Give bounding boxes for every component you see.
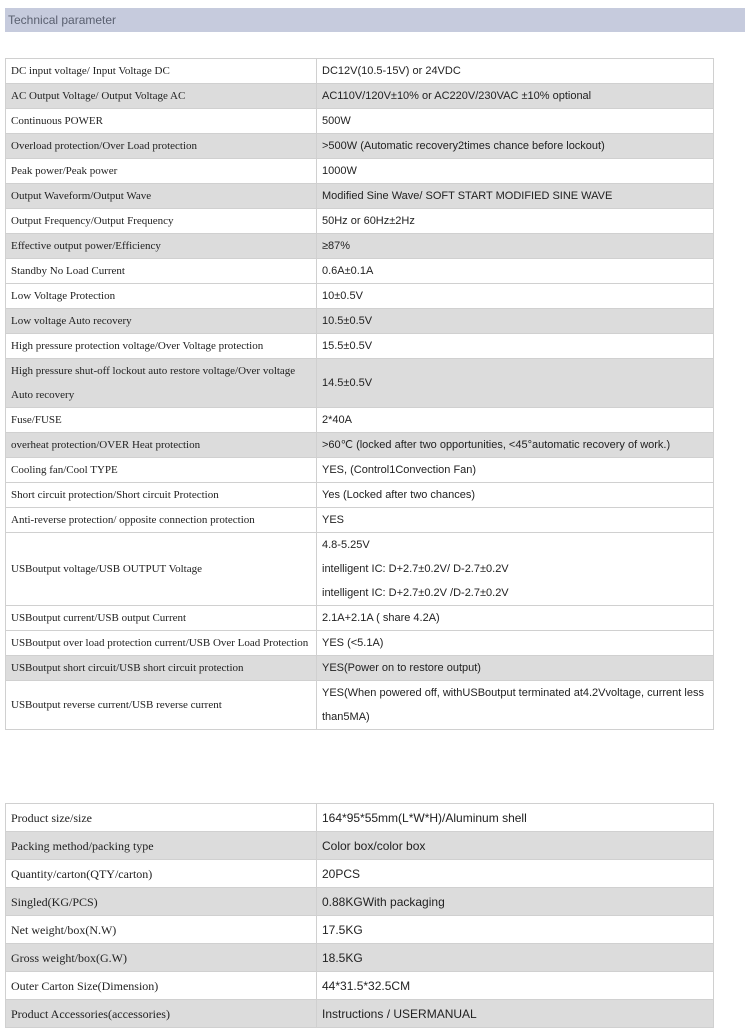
parameter-name: DC input voltage/ Input Voltage DC bbox=[6, 59, 317, 84]
parameter-name: High pressure shut-off lockout auto restore voltage/Over voltage Auto recovery bbox=[6, 359, 317, 408]
value-line: 2.1A+2.1A ( share 4.2A) bbox=[322, 612, 440, 624]
parameter-name: Effective output power/Efficiency bbox=[6, 234, 317, 259]
table-row bbox=[6, 458, 714, 483]
parameter-name: Quantity/carton(QTY/carton) bbox=[6, 860, 317, 888]
parameter-value bbox=[317, 832, 714, 860]
value-line: 1000W bbox=[322, 165, 357, 177]
value-line: 44*31.5*32.5CM bbox=[322, 978, 411, 993]
parameter-value bbox=[317, 804, 714, 832]
parameter-value bbox=[317, 59, 714, 84]
value-line: YES bbox=[322, 514, 345, 526]
table-row bbox=[6, 483, 714, 508]
parameter-name: Short circuit protection/Short circuit Protection bbox=[6, 483, 317, 508]
parameter-value bbox=[317, 284, 714, 309]
value-line: 50Hz or 60Hz±2Hz bbox=[322, 215, 415, 227]
value-line: 14.5±0.5V bbox=[322, 377, 373, 389]
parameter-value bbox=[317, 433, 714, 458]
value-line: 4.8-5.25V bbox=[322, 539, 370, 551]
parameter-value bbox=[317, 631, 714, 656]
parameter-name: Packing method/packing type bbox=[6, 832, 317, 860]
table-row bbox=[6, 259, 714, 284]
parameter-value bbox=[317, 1000, 714, 1028]
table-row bbox=[6, 631, 714, 656]
parameter-value bbox=[317, 259, 714, 284]
parameter-name: Standby No Load Current bbox=[6, 259, 317, 284]
value-line: Instructions / USERMANUAL bbox=[322, 1006, 477, 1021]
parameter-name: Singled(KG/PCS) bbox=[6, 888, 317, 916]
parameter-value bbox=[317, 508, 714, 533]
parameter-value bbox=[317, 109, 714, 134]
value-line: 17.5KG bbox=[322, 922, 363, 937]
parameter-value bbox=[317, 408, 714, 433]
table-row bbox=[6, 916, 714, 944]
value-line: 0.6A±0.1A bbox=[322, 265, 374, 277]
parameter-name: High pressure protection voltage/Over Voltage protection bbox=[6, 334, 317, 359]
parameter-name: USBoutput over load protection current/USB Over Load Protection bbox=[6, 631, 317, 656]
table-row bbox=[6, 234, 714, 259]
table-row bbox=[6, 804, 714, 832]
value-line: 18.5KG bbox=[322, 950, 363, 965]
parameter-value bbox=[317, 309, 714, 334]
table-row bbox=[6, 656, 714, 681]
parameter-value bbox=[317, 533, 714, 606]
parameter-name: Peak power/Peak power bbox=[6, 159, 317, 184]
parameter-name: overheat protection/OVER Heat protection bbox=[6, 433, 317, 458]
value-line: Color box/color box bbox=[322, 838, 426, 853]
value-line: 2*40A bbox=[322, 414, 352, 426]
parameter-name: Continuous POWER bbox=[6, 109, 317, 134]
parameter-name: Fuse/FUSE bbox=[6, 408, 317, 433]
parameter-value bbox=[317, 888, 714, 916]
value-line: intelligent IC: D+2.7±0.2V /D-2.7±0.2V bbox=[322, 587, 509, 599]
table-row bbox=[6, 284, 714, 309]
value-line: 0.88KGWith packaging bbox=[322, 894, 445, 909]
parameter-value bbox=[317, 681, 714, 730]
parameter-name: USBoutput reverse current/USB reverse current bbox=[6, 681, 317, 730]
value-line: >60℃ (locked after two opportunities, <45°automatic recovery of work.) bbox=[322, 439, 671, 451]
parameter-name: Low voltage Auto recovery bbox=[6, 309, 317, 334]
value-line: 10±0.5V bbox=[322, 290, 363, 302]
parameter-name: Cooling fan/Cool TYPE bbox=[6, 458, 317, 483]
table-row bbox=[6, 508, 714, 533]
packing-info-table bbox=[5, 803, 714, 1028]
value-line: YES(When powered off, withUSBoutput terminated at4.2Vvoltage, current less than5MA) bbox=[322, 687, 704, 723]
table-row bbox=[6, 408, 714, 433]
parameter-name: Gross weight/box(G.W) bbox=[6, 944, 317, 972]
parameter-value bbox=[317, 184, 714, 209]
technical-parameter-table bbox=[5, 58, 714, 730]
table-row bbox=[6, 1000, 714, 1028]
parameter-value bbox=[317, 458, 714, 483]
value-line: ≥87% bbox=[322, 240, 351, 252]
parameter-name: USBoutput voltage/USB OUTPUT Voltage bbox=[6, 533, 317, 606]
table-row bbox=[6, 109, 714, 134]
parameter-value bbox=[317, 84, 714, 109]
parameter-value bbox=[317, 972, 714, 1000]
section-header bbox=[5, 8, 745, 32]
parameter-value bbox=[317, 483, 714, 508]
parameter-value bbox=[317, 159, 714, 184]
parameter-value bbox=[317, 334, 714, 359]
table-row bbox=[6, 860, 714, 888]
table-row bbox=[6, 606, 714, 631]
table-row bbox=[6, 184, 714, 209]
parameter-name: Product size/size bbox=[6, 804, 317, 832]
table-row bbox=[6, 944, 714, 972]
parameter-name: Output Waveform/Output Wave bbox=[6, 184, 317, 209]
value-line: AC110V/120V±10% or AC220V/230VAC ±10% optional bbox=[322, 90, 592, 102]
table-row bbox=[6, 888, 714, 916]
table-row bbox=[6, 134, 714, 159]
table-row bbox=[6, 309, 714, 334]
parameter-name: Output Frequency/Output Frequency bbox=[6, 209, 317, 234]
parameter-name: USBoutput current/USB output Current bbox=[6, 606, 317, 631]
value-line: intelligent IC: D+2.7±0.2V/ D-2.7±0.2V bbox=[322, 563, 509, 575]
table-row bbox=[6, 832, 714, 860]
value-line: >500W (Automatic recovery2times chance before lockout) bbox=[322, 140, 605, 152]
table-row bbox=[6, 681, 714, 730]
value-line: 15.5±0.5V bbox=[322, 340, 373, 352]
value-line: YES (<5.1A) bbox=[322, 637, 384, 649]
parameter-name: Net weight/box(N.W) bbox=[6, 916, 317, 944]
parameter-value bbox=[317, 916, 714, 944]
value-line: Yes (Locked after two chances) bbox=[322, 489, 476, 501]
value-line: DC12V(10.5-15V) or 24VDC bbox=[322, 65, 461, 77]
parameter-value bbox=[317, 234, 714, 259]
parameter-value bbox=[317, 209, 714, 234]
table-row bbox=[6, 533, 714, 606]
table-row bbox=[6, 433, 714, 458]
parameter-name: Outer Carton Size(Dimension) bbox=[6, 972, 317, 1000]
table-row bbox=[6, 972, 714, 1000]
value-line: YES(Power on to restore output) bbox=[322, 662, 481, 674]
table-row bbox=[6, 84, 714, 109]
value-line: 164*95*55mm(L*W*H)/Aluminum shell bbox=[322, 810, 527, 825]
table-row bbox=[6, 209, 714, 234]
parameter-name: Anti-reverse protection/ opposite connection protection bbox=[6, 508, 317, 533]
parameter-name: AC Output Voltage/ Output Voltage AC bbox=[6, 84, 317, 109]
parameter-value bbox=[317, 359, 714, 408]
value-line: Modified Sine Wave/ SOFT START MODIFIED SINE WAVE bbox=[322, 190, 613, 202]
value-line: YES, (Control1Convection Fan) bbox=[322, 464, 477, 476]
parameter-name: USBoutput short circuit/USB short circuit protection bbox=[6, 656, 317, 681]
section-title: Technical parameter bbox=[8, 13, 117, 27]
parameter-value bbox=[317, 606, 714, 631]
parameter-name: Overload protection/Over Load protection bbox=[6, 134, 317, 159]
value-line: 500W bbox=[322, 115, 351, 127]
value-line: 20PCS bbox=[322, 866, 361, 881]
table-row bbox=[6, 334, 714, 359]
parameter-value bbox=[317, 860, 714, 888]
parameter-name: Product Accessories(accessories) bbox=[6, 1000, 317, 1028]
table-row bbox=[6, 159, 714, 184]
parameter-name: Low Voltage Protection bbox=[6, 284, 317, 309]
parameter-value bbox=[317, 134, 714, 159]
table-row bbox=[6, 359, 714, 408]
table-row bbox=[6, 59, 714, 84]
parameter-value bbox=[317, 656, 714, 681]
value-line: 10.5±0.5V bbox=[322, 315, 373, 327]
parameter-value bbox=[317, 944, 714, 972]
